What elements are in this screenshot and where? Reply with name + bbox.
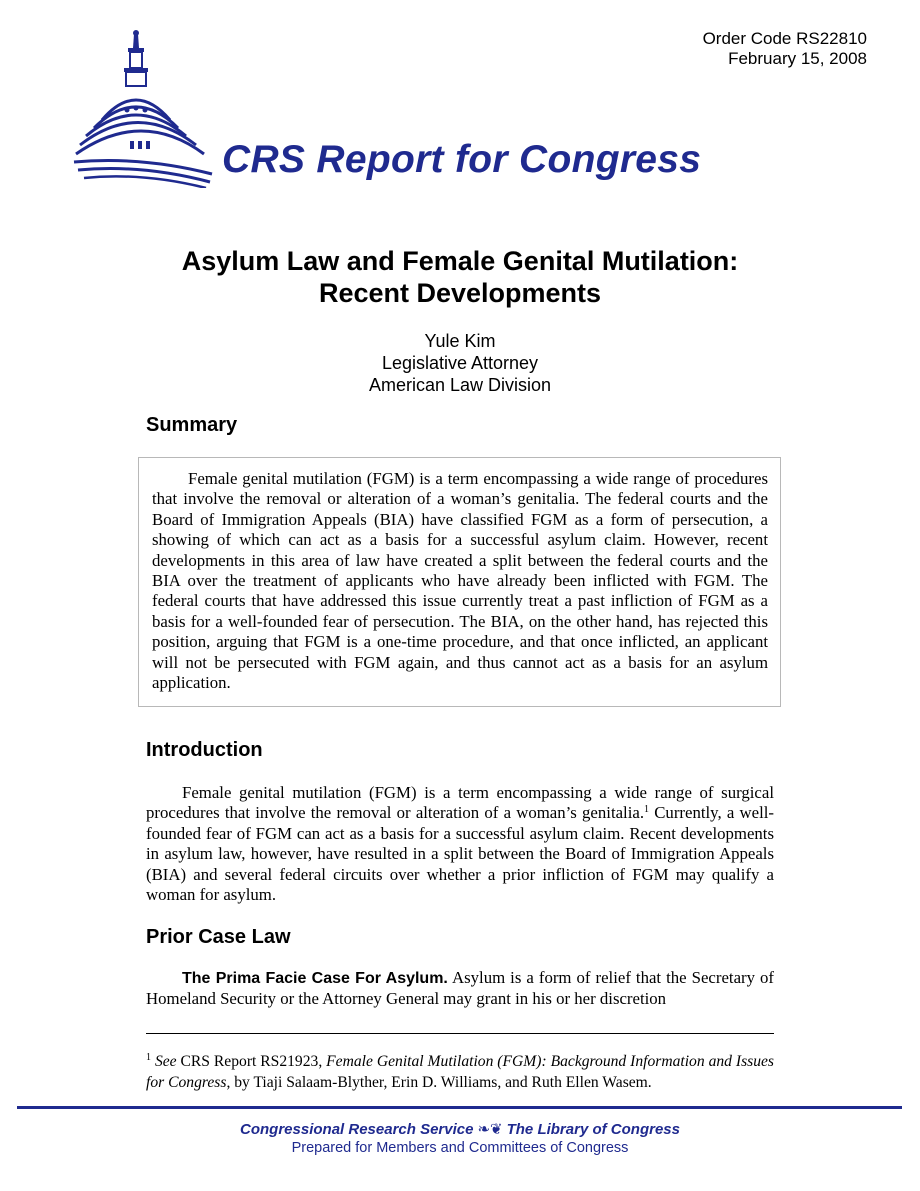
page-title bbox=[0, 245, 920, 309]
footnote-divider bbox=[146, 1033, 774, 1034]
footnote-reference[interactable]: 1 bbox=[644, 804, 650, 816]
author-name: Yule Kim bbox=[424, 331, 496, 351]
footer-divider bbox=[17, 1106, 902, 1109]
fleuron-ornament-icon: ❧❦ bbox=[477, 1121, 503, 1138]
author-division: American Law Division bbox=[368, 375, 552, 395]
footnote-marker: 1 bbox=[146, 1052, 151, 1063]
footnote-see: See bbox=[154, 1053, 177, 1070]
masthead-title: CRS Report for Congress bbox=[222, 138, 702, 181]
title-line-2: Recent Developments bbox=[318, 278, 602, 308]
report-date: February 15, 2008 bbox=[728, 49, 867, 68]
capitol-dome-icon bbox=[72, 28, 232, 188]
prima-facie-body: Asylum is a form of relief that the Secretary of Homeland Security or the Attorney General may grant in his or her discretion bbox=[146, 968, 775, 1009]
footnote bbox=[146, 1051, 774, 1093]
summary-text: Female genital mutilation (FGM) is a term encompassing a wide range of procedures that involve the removal or alteration of a woman’s genitalia. The federal courts and the Board of Immigration Appeals (BIA) have classified FGM as a form of persecution, a showing of which can act as a basis for a successful asylum claim. However, recent developments in this area of law have created a split between the federal courts and the BIA over the treatment of applicants who have already been inflicted with FGM. The federal courts that have addressed this issue currently treat a past infliction of FGM as a basis for a well-founded fear of persecution. The BIA, on the other hand, has rejected this position, arguing that FGM is a one-time procedure, and that once inflicted, an applicant will not be persecuted with FGM again, and thus cannot act as a basis for an asylum application. bbox=[152, 469, 768, 693]
footer-crs: Congressional Research Service bbox=[240, 1121, 474, 1138]
author-block bbox=[0, 330, 920, 396]
footer-organization bbox=[0, 1120, 920, 1138]
prior-case-law-heading: Prior Case Law bbox=[146, 926, 291, 948]
footnote-suffix: , by Tiaji Salaam-Blyther, Erin D. Williams, and Ruth Ellen Wasem. bbox=[226, 1074, 652, 1091]
prima-facie-text bbox=[146, 968, 774, 1010]
footer-tagline: Prepared for Members and Committees of Congress bbox=[291, 1140, 629, 1156]
introduction-text bbox=[146, 783, 774, 905]
footnote-prefix: CRS Report RS21923, bbox=[176, 1053, 327, 1070]
author-role: Legislative Attorney bbox=[381, 353, 539, 373]
summary-box bbox=[138, 457, 781, 707]
summary-heading: Summary bbox=[146, 414, 238, 436]
footnote-report-title: Female Genital Mutilation (FGM): Background Information and Issues for Congress bbox=[146, 1053, 775, 1091]
order-code: Order Code RS22810 bbox=[702, 29, 867, 48]
introduction-text-part-1: Female genital mutilation (FGM) is a term encompassing a wide range of surgical procedures that involve the removal or alteration of a woman’s genitalia. bbox=[146, 783, 774, 823]
title-line-1: Asylum Law and Female Genital Mutilation: bbox=[181, 246, 739, 276]
introduction-heading: Introduction bbox=[146, 739, 263, 761]
footer-loc: The Library of Congress bbox=[506, 1121, 680, 1138]
introduction-text-part-2: Currently, a well-founded fear of FGM can act as a basis for a successful asylum claim. Recent developments in asylum law, however, have resulted in a split between the Board of Immigration Appeals (BIA) and several federal circuits over whether a prior infliction of FGM may qualify a woman for asylum. bbox=[146, 803, 775, 905]
order-code-block bbox=[703, 29, 867, 69]
prima-facie-subheading: The Prima Facie Case For Asylum. bbox=[182, 970, 448, 987]
